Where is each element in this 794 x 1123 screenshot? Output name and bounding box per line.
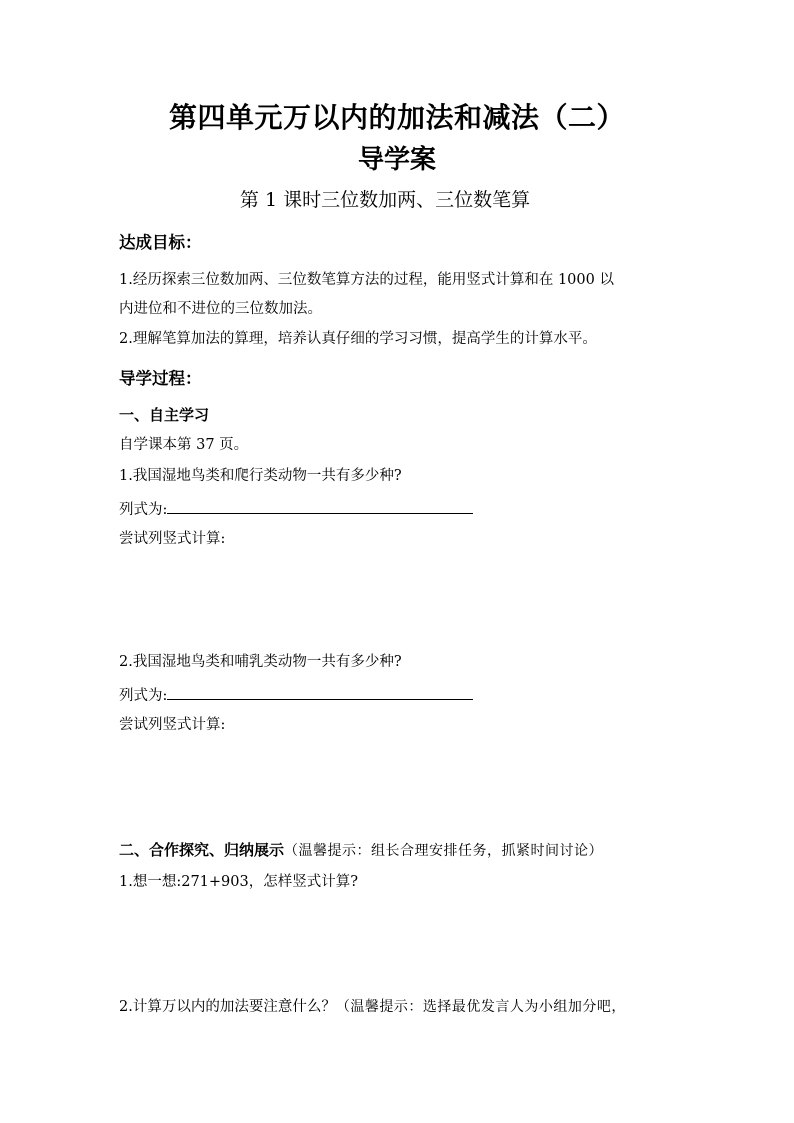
section-2-question-2-hint: （温馨提示：选择最优发言人为小组加分吧， (335, 999, 626, 1015)
section-2-question-1: 1.想一想:271+903，怎样竖式计算? (119, 874, 358, 890)
section-1-question-1-formula (119, 497, 473, 521)
section-1-question-1-vertical: 尝试列竖式计算: (119, 531, 226, 547)
section-2-heading: 二、合作探究、归纳展示 (119, 841, 285, 859)
formula-label: 列式为: (119, 688, 168, 704)
section-1-heading: 一、自主学习 (119, 406, 210, 424)
formula-answer-blank-1[interactable] (167, 497, 473, 514)
document-title: 第四单元万以内的加法和减法（二） (168, 101, 625, 134)
objective-1-line-2: 内进位和不进位的三位数加法。 (119, 301, 322, 317)
formula-label: 列式为: (119, 502, 168, 518)
formula-answer-blank-2[interactable] (167, 683, 473, 700)
section-1-question-2: 2.我国湿地鸟类和哺乳类动物一共有多少种? (119, 654, 402, 670)
objectives-heading: 达成目标： (119, 233, 202, 252)
section-2-heading-line (119, 839, 603, 862)
lesson-title: 第 1 课时三位数加两、三位数笔算 (239, 189, 531, 211)
section-2-question-2-line (119, 996, 626, 1018)
section-1-question-2-vertical: 尝试列竖式计算: (119, 717, 226, 733)
section-1-intro: 自学课本第 37 页。 (119, 437, 249, 453)
process-heading: 导学过程： (119, 369, 202, 388)
objective-1-line-1: 1.经历探索三位数加两、三位数笔算方法的过程，能用竖式计算和在 1000 以 (119, 272, 614, 288)
objective-2: 2.理解笔算加法的算理，培养认真仔细的学习习惯，提高学生的计算水平。 (119, 331, 597, 347)
section-1-question-1: 1.我国湿地鸟类和爬行类动物一共有多少种? (119, 468, 402, 484)
document-subtitle: 导学案 (357, 145, 436, 175)
section-2-hint: （温馨提示：组长合理安排任务，抓紧时间讨论） (284, 843, 604, 859)
section-1-question-2-formula (119, 683, 473, 707)
section-2-question-2: 2.计算万以内的加法要注意什么？ (119, 999, 336, 1015)
